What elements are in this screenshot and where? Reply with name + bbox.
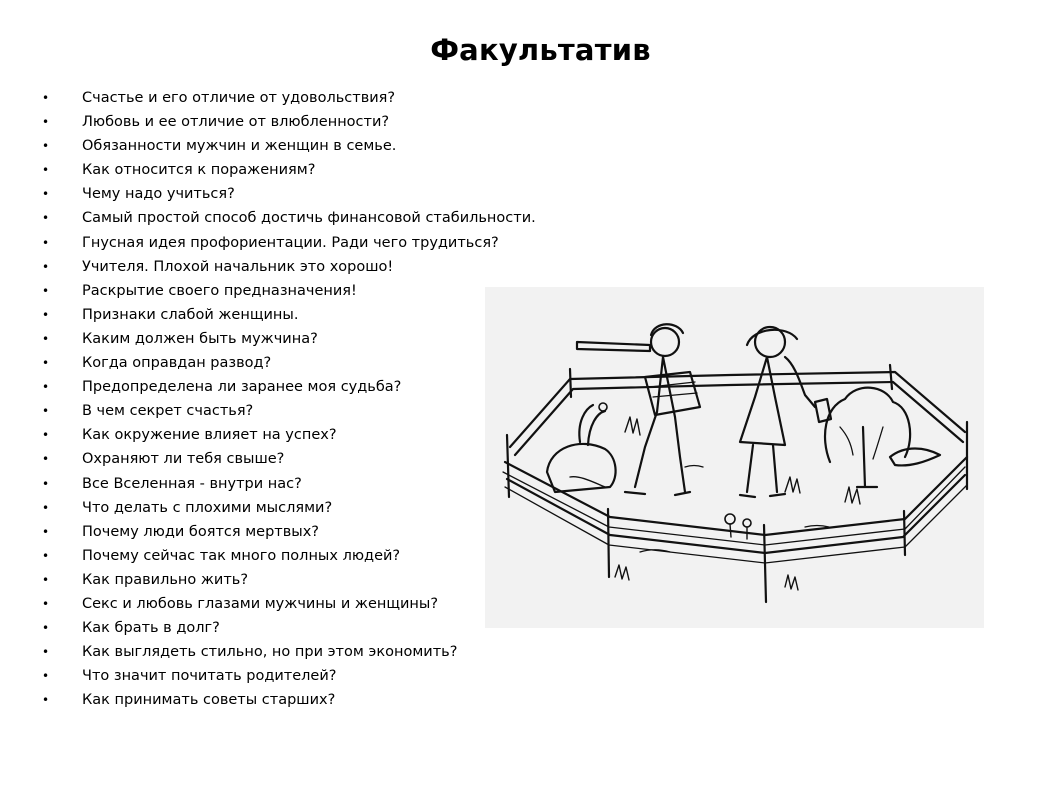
topic-text: Что значит почитать родителей? [82,668,337,685]
topic-item [40,328,536,352]
bullet-icon: • [42,645,50,660]
bullet-icon: • [42,428,50,443]
topic-text: Почему люди боятся мертвых? [82,523,319,540]
topic-text: Самый простой способ достичь финансовой стабильности. [82,210,536,227]
bullet-icon: • [42,693,50,708]
topic-item [40,159,536,183]
topic-text: Почему сейчас так много полных людей? [82,547,401,564]
topic-text: Любовь и ее отличие от влюбленности? [82,114,390,131]
topic-item [40,617,536,641]
bullet-icon: • [42,524,50,539]
topic-item [40,207,536,231]
topic-item [40,183,536,207]
bullet-icon: • [42,548,50,563]
topic-list [40,87,536,713]
topic-text: Учителя. Плохой начальник это хорошо! [82,258,394,275]
topic-item [40,448,536,472]
bullet-icon: • [42,500,50,515]
topic-text: Чему надо учиться? [82,186,235,203]
topic-text: В чем секрет счастья? [82,403,254,420]
bullet-icon: • [42,235,50,250]
topic-text: Как относится к поражениям? [82,162,316,179]
slide-title: Факультатив [430,33,651,67]
topic-item [40,689,536,713]
topic-text: Когда оправдан развод? [82,355,272,372]
bullet-icon: • [42,452,50,467]
topic-text: Секс и любовь глазами мужчины и женщины? [82,595,439,612]
topic-item [40,232,536,256]
topic-text: Каким должен быть мужчина? [82,330,318,347]
topic-item [40,352,536,376]
topic-item [40,256,536,280]
playground-drawing [485,287,984,628]
topic-text: Как брать в долг? [82,620,220,637]
topic-text: Охраняют ли тебя свыше? [82,451,285,468]
topic-item [40,521,536,545]
topic-item [40,545,536,569]
bullet-icon: • [42,476,50,491]
topic-item [40,87,536,111]
topic-item [40,665,536,689]
topic-item [40,111,536,135]
topic-text: Как выглядеть стильно, но при этом экономить? [82,644,458,661]
bullet-icon: • [42,211,50,226]
bullet-icon: • [42,331,50,346]
topic-item [40,376,536,400]
topic-item [40,304,536,328]
topic-item [40,135,536,159]
bullet-icon: • [42,163,50,178]
bullet-icon: • [42,307,50,322]
topic-item [40,280,536,304]
topic-item [40,497,536,521]
topic-text: Все Вселенная - внутри нас? [82,475,302,492]
bullet-icon: • [42,404,50,419]
topic-item [40,641,536,665]
bullet-icon: • [42,621,50,636]
topic-text: Счастье и его отличие от удовольствия? [82,90,396,106]
bullet-icon: • [42,356,50,371]
topic-text: Как окружение влияет на успех? [82,427,337,444]
bullet-icon: • [42,283,50,298]
bullet-icon: • [42,91,50,105]
topic-text: Предопределена ли заранее моя судьба? [82,379,402,396]
topic-item [40,593,536,617]
bullet-icon: • [42,380,50,395]
bullet-icon: • [42,115,50,130]
topic-text: Признаки слабой женщины. [82,306,299,323]
bullet-icon: • [42,669,50,684]
topic-text: Раскрытие своего предназначения! [82,282,357,299]
topic-text: Как правильно жить? [82,571,249,588]
topic-text: Гнусная идея профориентации. Ради чего трудиться? [82,234,499,251]
bullet-icon: • [42,259,50,274]
bullet-icon: • [42,139,50,154]
topic-item [40,400,536,424]
playground-illustration [485,287,984,628]
topic-item [40,424,536,448]
bullet-icon: • [42,596,50,611]
topic-text: Как принимать советы старших? [82,692,336,709]
topic-text: Обязанности мужчин и женщин в семье. [82,138,397,155]
bullet-icon: • [42,572,50,587]
topic-text: Что делать с плохими мыслями? [82,499,333,516]
bullet-icon: • [42,187,50,202]
topic-item [40,569,536,593]
topic-item [40,473,536,497]
